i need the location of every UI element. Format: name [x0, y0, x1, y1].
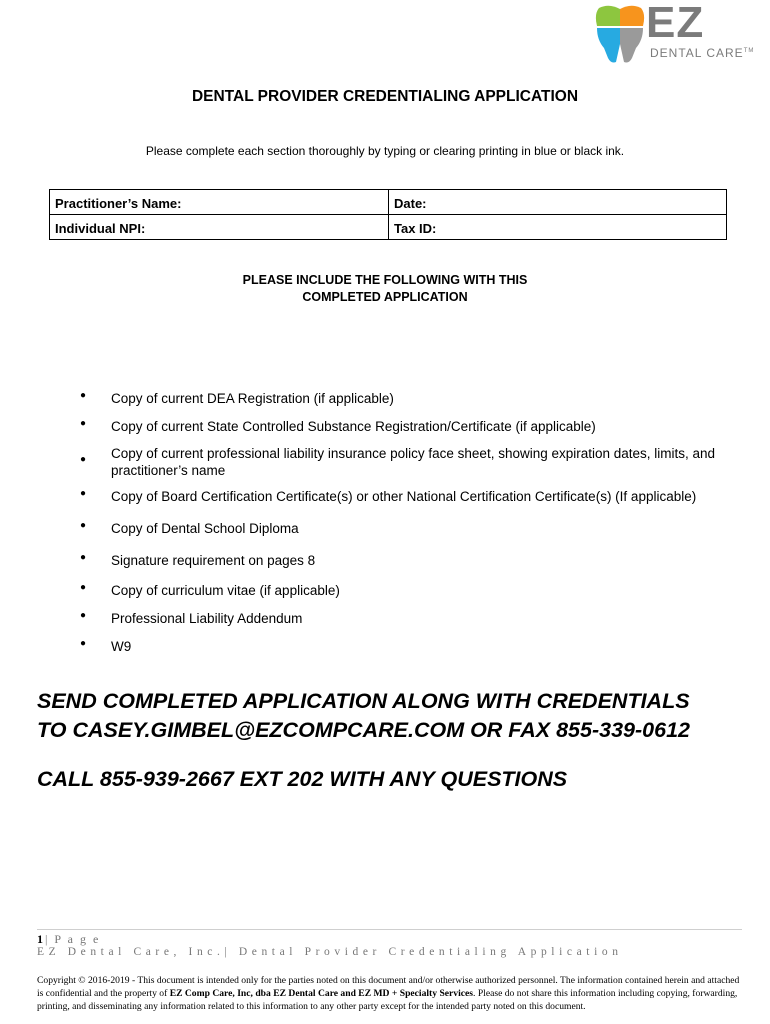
instructions-text: Please complete each section thoroughly by typing or clearing printing in blue or black ink.: [145, 144, 625, 158]
include-heading: PLEASE INCLUDE THE FOLLOWING WITH THIS COMPLETED APPLICATION: [242, 273, 528, 304]
footer-divider: [37, 929, 742, 930]
bullet-icon: ●: [80, 418, 87, 429]
document-title: DENTAL PROVIDER CREDENTIALING APPLICATION: [191, 88, 579, 105]
date-field[interactable]: Date:: [389, 190, 727, 215]
bullet-icon: ●: [80, 488, 87, 499]
bullet-icon: ●: [80, 454, 87, 465]
individual-npi-field[interactable]: Individual NPI:: [50, 215, 389, 240]
bullet-icon: ●: [80, 638, 87, 649]
submission-notice: SEND COMPLETED APPLICATION ALONG WITH CREDENTIALS TO CASEY.GIMBEL@EZCOMPCARE.COM OR FAX 855-339-0612: [37, 689, 690, 742]
copyright-notice: Copyright © 2016-2019 - This document is intended only for the parties noted on this document and/or otherwise authorized personnel. The information contained herein and attached is confidential and the property of EZ Comp Care, Inc, dba EZ Dental Care and EZ MD + Specialty Services. Please do not share this information including copying, forwarding, printing, and disseminating any information related to this information to any other party except for the intended party noted on this document.: [37, 975, 740, 1012]
bullet-icon: ●: [80, 552, 87, 563]
bullet-icon: ●: [80, 520, 87, 531]
logo-wordmark: EZ: [646, 0, 705, 47]
trademark-mark: TM: [743, 48, 755, 54]
ez-dental-care-logo: [594, 0, 755, 66]
footer-document-name: EZ Dental Care, Inc.| Dental Provider Credentialing Application: [37, 946, 623, 958]
logo-subtitle: DENTAL CARE™: [650, 46, 755, 60]
practitioner-info-table: [49, 189, 727, 240]
tax-id-field[interactable]: Tax ID:: [389, 215, 727, 240]
contact-notice: CALL 855-939-2667 EXT 202 WITH ANY QUESTIONS: [37, 767, 568, 791]
bullet-icon: ●: [80, 582, 87, 593]
page-number: 1| P a g e: [37, 932, 101, 946]
bullet-icon: ●: [80, 390, 87, 401]
practitioner-name-field[interactable]: Practitioner’s Name:: [50, 190, 389, 215]
tooth-icon: [594, 4, 646, 64]
bullet-icon: ●: [80, 610, 87, 621]
